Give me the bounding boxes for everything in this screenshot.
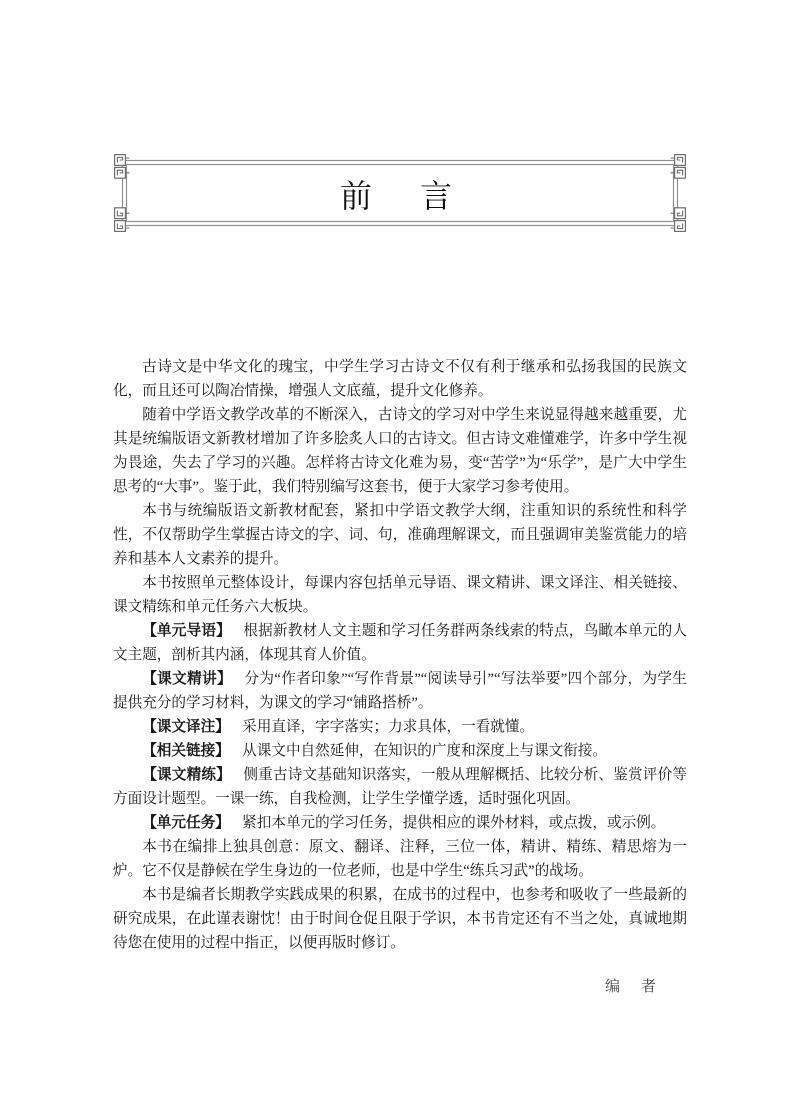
section-text-translation: 采用直译，字字落实；力求具体，一看就懂。 bbox=[242, 719, 535, 735]
page-title: 前 言 bbox=[339, 177, 460, 215]
section-label-text-lecture: 【课文精讲】 bbox=[142, 671, 233, 687]
section-label-unit-task: 【单元任务】 bbox=[142, 815, 230, 831]
paragraph-intro-3: 本书与统编版语文新教材配套，紧扣中学语文教学大纲，注重知识的系统性和科学性，不仅帮助学生掌握古诗文的字、词、句，准确理解课文，而且强调审美鉴赏能力的培养和基本人文素养的提升。 bbox=[113, 503, 687, 567]
paragraph-intro-1: 古诗文是中华文化的瑰宝，中学生学习古诗文不仅有利于继承和弘扬我国的民族文化，而且还可以陶冶情操，增强人文底蕴，提升文化修养。 bbox=[113, 359, 687, 399]
section-unit-task bbox=[113, 811, 687, 835]
section-practice bbox=[113, 763, 687, 811]
section-translation bbox=[113, 715, 687, 739]
section-text-lecture bbox=[113, 667, 687, 715]
section-text-practice: 侧重古诗文基础知识落实，一般从理解概括、比较分析、鉴赏评价等方面设计题型。一课一练，自我检测，让学生学懂学透，适时强化巩固。 bbox=[113, 767, 687, 807]
section-label-translation: 【课文译注】 bbox=[142, 719, 230, 735]
section-label-practice: 【课文精练】 bbox=[142, 767, 231, 783]
body-text bbox=[113, 355, 687, 999]
paragraph-intro-2: 随着中学语文教学改革的不断深入，古诗文的学习对中学生来说显得越来越重要，尤其是统编版语文新教材增加了许多脍炙人口的古诗文。但古诗文难懂难学，许多中学生视为畏途，失去了学习的兴趣。怎样将古诗文化难为易，变“苦学”为“乐学”，是广大中学生思考的“大事”。鉴于此，我们特别编写这套书，便于大家学习参考使用。 bbox=[113, 407, 687, 495]
section-label-unit-intro: 【单元导语】 bbox=[142, 623, 231, 639]
title-box bbox=[113, 152, 687, 234]
section-label-related-links: 【相关链接】 bbox=[142, 743, 230, 759]
section-text-related-links: 从课文中自然延伸，在知识的广度和深度上与课文衔接。 bbox=[242, 743, 608, 759]
paragraph-closing-2: 本书是编者长期教学实践成果的积累，在成书的过程中，也参考和吸收了一些最新的研究成果，在此谨表谢忱！由于时间仓促且限于学识，本书肯定还有不当之处，真诚地期待您在使用的过程中指正，以便再版时修订。 bbox=[113, 887, 687, 951]
paragraph-closing-1: 本书在编排上独具创意：原文、翻译、注释，三位一体，精讲、精练、精思熔为一炉。它不仅是静候在学生身边的一位老师，也是中学生“练兵习武”的战场。 bbox=[113, 839, 687, 879]
section-related-links bbox=[113, 739, 687, 763]
section-unit-intro bbox=[113, 619, 687, 667]
section-text-unit-intro: 根据新教材人文主题和学习任务群两条线索的特点，鸟瞰本单元的人文主题，剖析其内涵，体现其育人价值。 bbox=[113, 623, 687, 663]
paragraph-structure: 本书按照单元整体设计，每课内容包括单元导语、课文精讲、课文译注、相关链接、课文精练和单元任务六大板块。 bbox=[113, 575, 687, 615]
section-text-unit-task: 紧扣本单元的学习任务，提供相应的课外材料，或点拨，或示例。 bbox=[242, 815, 666, 831]
editor-signature: 编 者 bbox=[604, 979, 659, 995]
section-text-text-lecture: 分为“作者印象”“写作背景”“阅读导引”“写法举要”四个部分，为学生提供充分的学习材料，为课文的学习“铺路搭桥”。 bbox=[113, 671, 687, 711]
